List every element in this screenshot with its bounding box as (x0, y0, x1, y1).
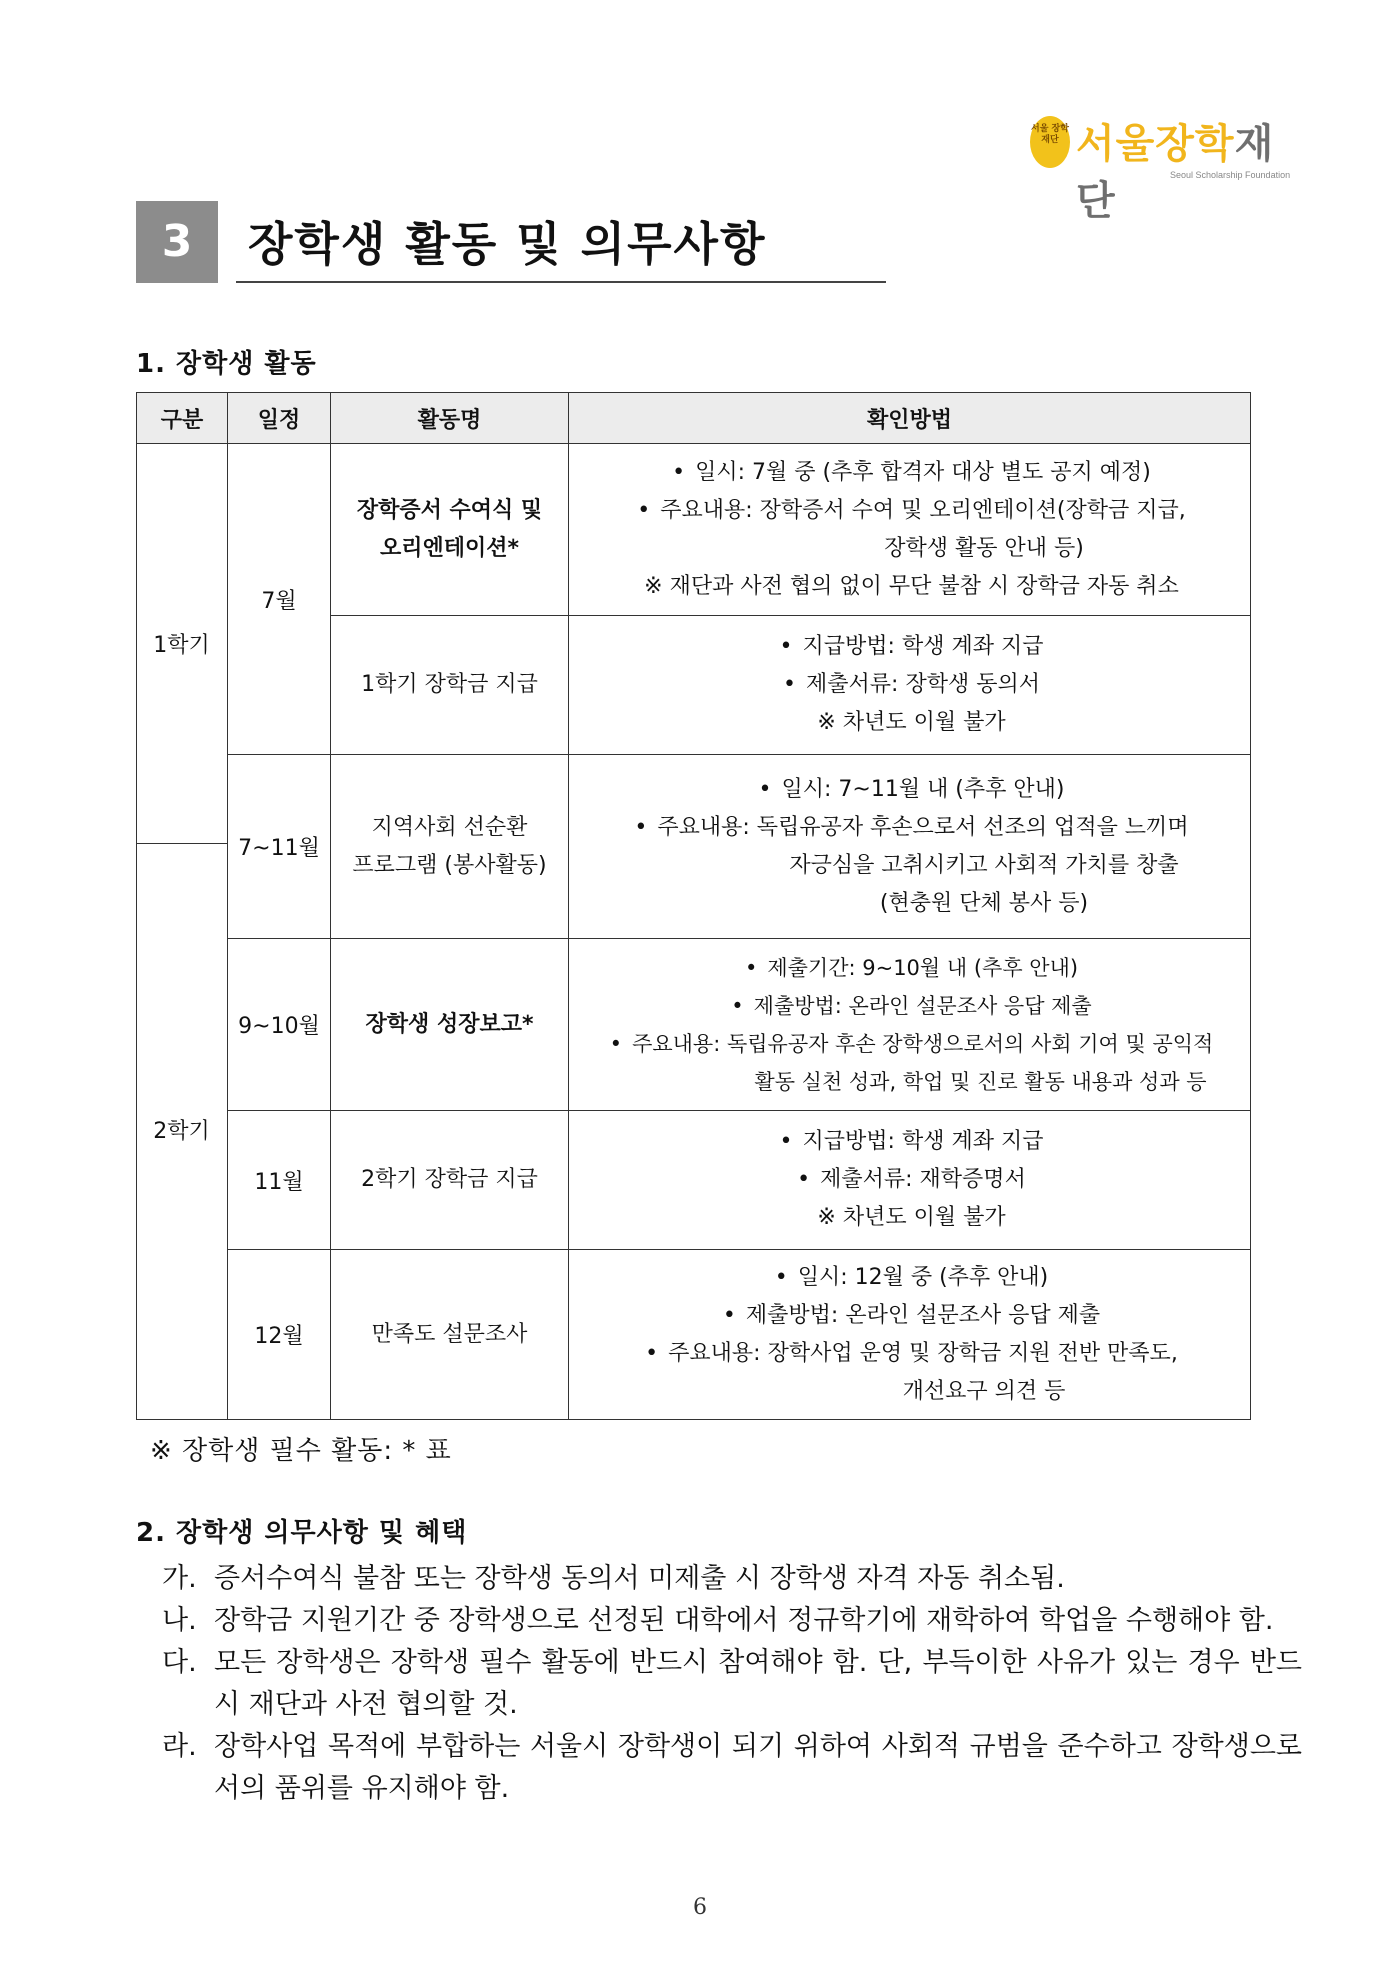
activities-table (136, 392, 1251, 1420)
activity-name-cell: 장학생 성장보고* (331, 939, 569, 1111)
list-item: 라. 장학사업 목적에 부합하는 서울시 장학생이 되기 위하여 사회적 규범을 준수하고 장학생으로서의 품위를 유지해야 함. (162, 1731, 1302, 1804)
method-cell: • 지급방법: 학생 계좌 지급 • 제출서류: 재학증명서 ※ 차년도 이월 불가 (569, 1111, 1251, 1250)
schedule-cell: 12월 (228, 1250, 331, 1420)
table-row (137, 1111, 1251, 1250)
table-row (137, 444, 1251, 616)
part2-heading: 2. 장학생 의무사항 및 혜택 (136, 1518, 468, 1548)
method-cell: • 제출기간: 9~10월 내 (추후 안내) • 제출방법: 온라인 설문조사 응답 제출 • 주요내용: 독립유공자 후손 장학생으로서의 사회 기여 및 공익적 활동 실천 성과, 학업 및 진로 활동 내용과 성과 등 (569, 939, 1251, 1111)
section-title: 장학생 활동 및 의무사항 (248, 217, 767, 271)
col-header-activity: 활동명 (331, 393, 569, 444)
method-cell: • 일시: 7월 중 (추후 합격자 대상 별도 공지 예정) • 주요내용: 장학증서 수여 및 오리엔테이션(장학금 지급, 장학생 활동 안내 등) ※ 재단과 사전 협의 없이 무단 불참 시 장학금 자동 취소 (569, 444, 1251, 616)
method-cell: • 지급방법: 학생 계좌 지급 • 제출서류: 장학생 동의서 ※ 차년도 이월 불가 (569, 616, 1251, 755)
activity-name-cell: 만족도 설문조사 (331, 1250, 569, 1420)
activity-name-cell: 2학기 장학금 지급 (331, 1111, 569, 1250)
method-cell: • 일시: 7~11월 내 (추후 안내) • 주요내용: 독립유공자 후손으로서 선조의 업적을 느끼며 자긍심을 고취시키고 사회적 가치를 창출 (현충원 단체 봉사 등) (569, 755, 1251, 939)
activity-name-cell: 1학기 장학금 지급 (331, 616, 569, 755)
logo-seal: 서울 장학 재단 (1030, 116, 1070, 168)
semester-divider (137, 843, 227, 844)
obligations-list (162, 1558, 1302, 1810)
list-item: 가. 증서수여식 불참 또는 장학생 동의서 미제출 시 장학생 자격 자동 취소됨. (162, 1563, 1065, 1594)
schedule-cell: 7월 (228, 444, 331, 755)
schedule-cell: 7~11월 (228, 755, 331, 939)
part1-heading: 1. 장학생 활동 (136, 349, 317, 379)
table-header-row (137, 393, 1251, 444)
required-activity-note: ※ 장학생 필수 활동: * 표 (150, 1436, 452, 1466)
section-number: 3 (136, 201, 218, 283)
schedule-cell: 9~10월 (228, 939, 331, 1111)
list-item: 나. 장학금 지원기간 중 장학생으로 선정된 대학에서 정규학기에 재학하여 학업을 수행해야 함. (162, 1605, 1274, 1636)
activity-name-cell: 장학증서 수여식 및 오리엔테이션* (331, 444, 569, 616)
table-row (137, 939, 1251, 1111)
semester-1-label: 1학기 (153, 633, 210, 658)
page-number: 6 (693, 1895, 707, 1920)
section-divider (236, 281, 886, 283)
col-header-semester: 구분 (137, 393, 228, 444)
logo-subtitle: Seoul Scholarship Foundation (1170, 170, 1291, 180)
schedule-cell: 11월 (228, 1111, 331, 1250)
method-cell: • 일시: 12월 중 (추후 안내) • 제출방법: 온라인 설문조사 응답 제출 • 주요내용: 장학사업 운영 및 장학금 지원 전반 만족도, 개선요구 의견 등 (569, 1250, 1251, 1420)
logo-name: 서울장학재단 (1076, 121, 1275, 224)
semester-2-label: 2학기 (153, 1119, 210, 1144)
list-item: 다. 모든 장학생은 장학생 필수 활동에 반드시 참여해야 함. 단, 부득이한 사유가 있는 경우 반드시 재단과 사전 협의할 것. (162, 1647, 1302, 1720)
activity-name-cell: 지역사회 선순환 프로그램 (봉사활동) (331, 755, 569, 939)
table-row (137, 755, 1251, 939)
col-header-schedule: 일정 (228, 393, 331, 444)
table-row (137, 1250, 1251, 1420)
semester-cell (137, 444, 228, 1420)
col-header-method: 확인방법 (569, 393, 1251, 444)
foundation-logo (1030, 112, 1300, 224)
